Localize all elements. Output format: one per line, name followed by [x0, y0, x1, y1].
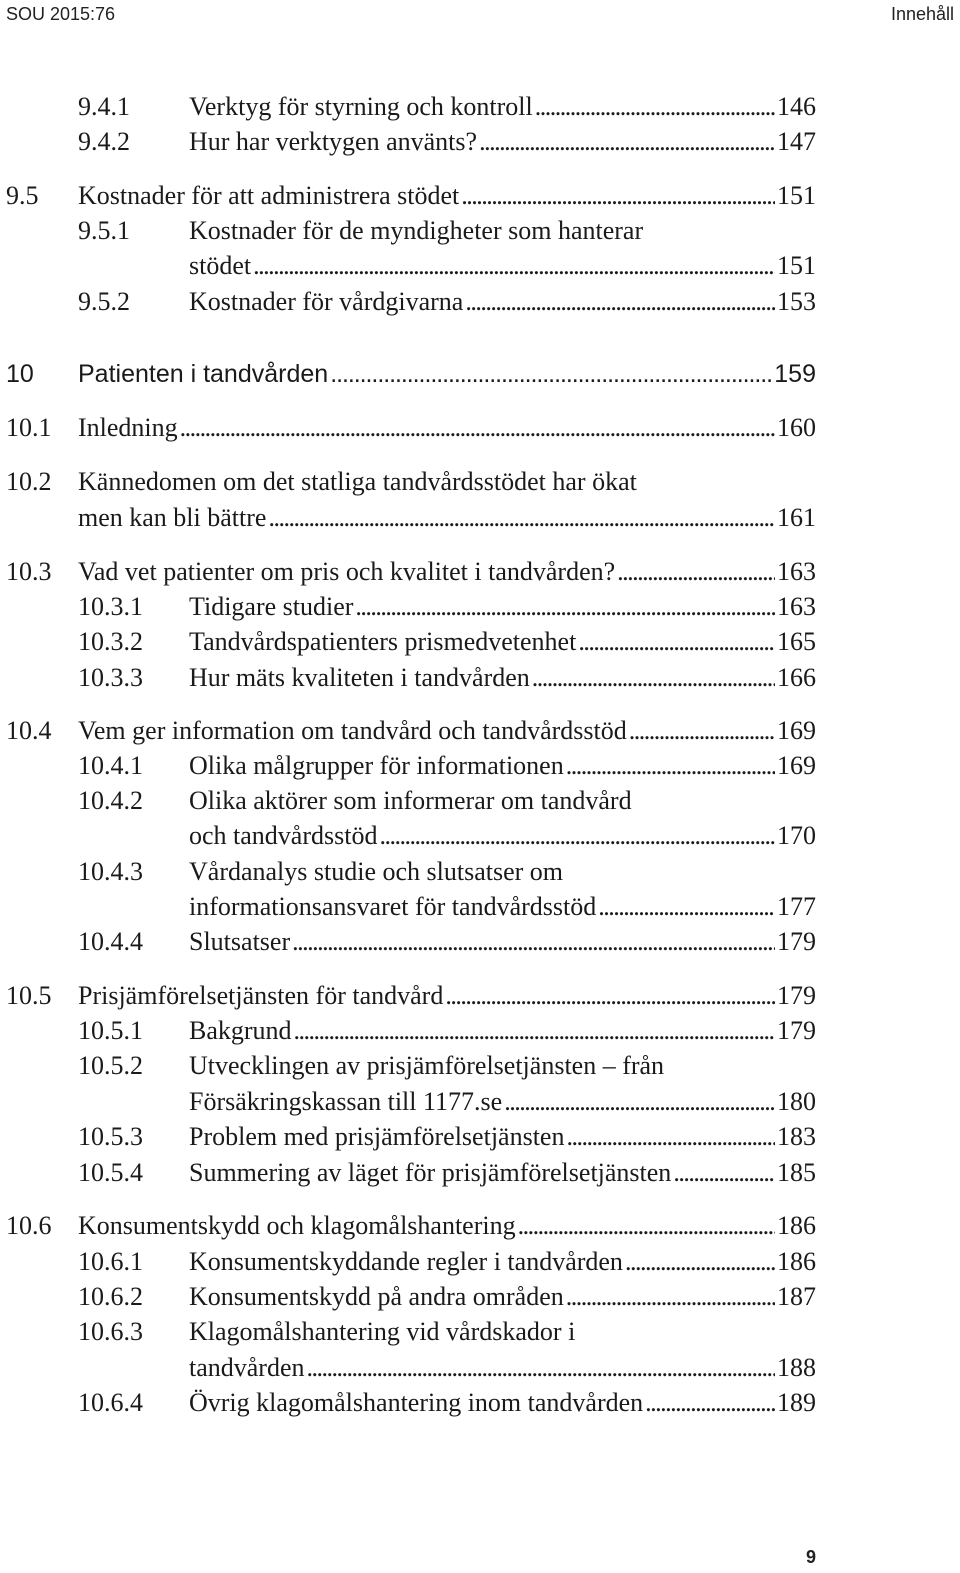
toc-entry-page: 169 — [777, 751, 816, 780]
toc-entry-title: Hur mäts kvaliteten i tandvården — [189, 663, 530, 692]
running-header-left: SOU 2015:76 — [6, 4, 116, 24]
toc-entry-title: Konsumentskyddande regler i tandvården — [189, 1247, 623, 1276]
dot-leader — [518, 1208, 775, 1244]
toc-entry[interactable] — [0, 660, 960, 696]
toc-entry-line1 — [0, 1048, 960, 1084]
toc-entry-title: Problem med prisjämförelsetjänsten — [189, 1122, 565, 1151]
toc-entry-title-row — [189, 889, 816, 925]
toc-entry-line1 — [0, 1314, 960, 1350]
toc-entry-title: Försäkringskassan till 1177.se — [189, 1087, 503, 1116]
toc-entry-title-row — [189, 818, 816, 854]
toc-entry-title-row — [189, 624, 816, 660]
toc-entry-title: informationsansvaret för tandvårdsstöd — [189, 892, 597, 921]
toc-chapter-title: Patienten i tandvården — [78, 360, 329, 388]
toc-entry-title-row — [78, 978, 816, 1014]
toc-entry[interactable] — [0, 1208, 960, 1244]
toc-entry-page: 186 — [777, 1211, 816, 1240]
toc-entry-title-line1: Vårdanalys studie och slutsatser om — [189, 857, 564, 886]
toc-entry-page: 165 — [777, 627, 816, 656]
toc-entry-line1 — [0, 783, 960, 819]
toc-entry-number: 10.4.1 — [78, 751, 143, 780]
toc-entry-number: 10.5.4 — [78, 1158, 143, 1187]
dot-leader — [625, 1244, 775, 1280]
toc-entry-number: 10.3 — [6, 557, 52, 586]
toc-entry-number: 9.4.1 — [78, 92, 130, 121]
dot-leader — [355, 589, 775, 625]
toc-entry-page: 161 — [777, 503, 816, 532]
toc-entry-title: Kostnader för vårdgivarna — [189, 287, 464, 316]
dot-leader — [629, 713, 775, 749]
toc-entry-number: 10.4 — [6, 716, 52, 745]
toc-entry[interactable] — [0, 1385, 960, 1421]
toc-entry[interactable] — [0, 889, 960, 925]
toc-entry-page: 189 — [777, 1388, 816, 1417]
toc-entry-page: 185 — [777, 1158, 816, 1187]
toc-entry-number: 9.5 — [6, 181, 39, 210]
toc-entry-number: 9.5.1 — [78, 216, 130, 245]
toc-entry-number: 10.5.1 — [78, 1016, 143, 1045]
toc-entry-number: 10.6.1 — [78, 1247, 143, 1276]
toc-entry-title: och tandvårdsstöd — [189, 821, 378, 850]
toc-entry-page: 180 — [777, 1087, 816, 1116]
toc-entry-title-row — [189, 589, 816, 625]
toc-entry-title: stödet — [189, 251, 252, 280]
toc-entry-title-row — [78, 1208, 816, 1244]
toc-entry-number: 10.4.2 — [78, 786, 143, 815]
dot-leader — [645, 1385, 775, 1421]
toc-entry[interactable] — [0, 89, 960, 125]
toc-entry-number: 10.1 — [6, 413, 52, 442]
toc-entry-page: 163 — [777, 592, 816, 621]
toc-entry-title-line1: Kännedomen om det statliga tandvårdsstödet har ökat — [78, 467, 637, 496]
toc-entry-title: Konsumentskydd på andra områden — [189, 1282, 564, 1311]
toc-entry-title: Summering av läget för prisjämförelsetjänsten — [189, 1158, 672, 1187]
toc-entry-page: 169 — [777, 716, 816, 745]
toc-entry-page: 159 — [774, 360, 816, 388]
toc-entry-page: 163 — [777, 557, 816, 586]
toc-entry-number: 10.4.4 — [78, 927, 143, 956]
toc-entry-title: Prisjämförelsetjänsten för tandvård — [78, 981, 444, 1010]
toc-entry-title-row — [189, 248, 816, 284]
toc-entry[interactable] — [0, 713, 960, 749]
toc-entry-title: Olika målgrupper för informationen — [189, 751, 564, 780]
toc-entry-page: 170 — [777, 821, 816, 850]
toc-entry[interactable] — [0, 500, 960, 536]
toc-entry-title-row — [189, 1279, 816, 1315]
dot-leader — [532, 660, 775, 696]
toc-entry-title-line1: Kostnader för de myndigheter som hanterar — [189, 216, 644, 245]
toc-entry-page: 151 — [777, 181, 816, 210]
toc-entry-title: tandvården — [189, 1353, 305, 1382]
toc-entry-title: Inledning — [78, 413, 178, 442]
toc-entry-page: 151 — [777, 251, 816, 280]
toc-entry-title: Övrig klagomålshantering inom tandvården — [189, 1388, 644, 1417]
toc-entry[interactable] — [0, 178, 960, 214]
dot-leader — [294, 1013, 775, 1049]
toc-entry-page: 188 — [777, 1353, 816, 1382]
toc-entry-title: Hur har verktygen använts? — [189, 127, 478, 156]
toc-entry-title-line1: Klagomålshantering vid vårdskador i — [189, 1317, 576, 1346]
toc-entry-number: 10.5.3 — [78, 1122, 143, 1151]
toc-entry-number: 10.6.4 — [78, 1388, 143, 1417]
dot-leader — [673, 1155, 775, 1191]
toc-entry-number: 10.3.1 — [78, 592, 143, 621]
toc-entry-page: 179 — [777, 1016, 816, 1045]
toc-entry-title: Vad vet patienter om pris och kvalitet i tandvården? — [78, 557, 616, 586]
dot-leader — [578, 624, 775, 660]
dot-leader — [566, 1279, 775, 1315]
dot-leader — [180, 410, 775, 446]
toc-entry-title-row — [78, 554, 816, 590]
toc-entry-title: Tidigare studier — [189, 592, 354, 621]
toc-entry[interactable] — [0, 1084, 960, 1120]
toc-entry-page: 179 — [777, 927, 816, 956]
toc-entry-title-row — [78, 410, 816, 446]
toc-entry[interactable] — [0, 1013, 960, 1049]
toc-entry-title: Tandvårdspatienters prismedvetenhet — [189, 627, 577, 656]
toc-entry-title-row — [189, 89, 816, 125]
toc-entry-line1 — [0, 854, 960, 890]
toc-entry-title-row — [78, 713, 816, 749]
toc-chapter-number: 10 — [6, 360, 34, 388]
toc-entry-page: 153 — [777, 287, 816, 316]
toc-entry[interactable] — [0, 1279, 960, 1315]
toc-entry-title-line1: Utvecklingen av prisjämförelsetjänsten – från — [189, 1051, 665, 1080]
toc-entry-title-row — [189, 1350, 816, 1386]
toc-entry-title-row — [189, 924, 816, 960]
toc-entry-title: Vem ger information om tandvård och tandvårdsstöd — [78, 716, 627, 745]
dot-leader — [566, 748, 775, 784]
dot-leader — [379, 818, 775, 854]
toc-entry-title-line1: Olika aktörer som informerar om tandvård — [189, 786, 632, 815]
toc-entry-title-row — [189, 284, 816, 320]
toc-entry-title-row — [189, 1155, 816, 1191]
toc-entry[interactable] — [0, 978, 960, 1014]
dot-leader — [465, 284, 775, 320]
dot-leader — [566, 1119, 775, 1155]
toc-entry[interactable] — [0, 748, 960, 784]
toc-entry-number: 10.3.2 — [78, 627, 143, 656]
toc-entry-number: 10.6.2 — [78, 1282, 143, 1311]
toc-entry[interactable] — [0, 1244, 960, 1280]
toc-entry-page: 179 — [777, 981, 816, 1010]
toc-entry-title-row — [78, 178, 816, 214]
toc-entry-number: 10.4.3 — [78, 857, 143, 886]
toc-entry[interactable] — [0, 1119, 960, 1155]
toc-entry-line1 — [0, 464, 960, 500]
toc-entry-page: 166 — [777, 663, 816, 692]
dot-leader — [330, 356, 772, 392]
toc-entry-title: Verktyg för styrning och kontroll — [189, 92, 533, 121]
toc-entry[interactable] — [0, 124, 960, 160]
toc-entry-title-row — [189, 748, 816, 784]
toc-entry-title-row — [189, 1013, 816, 1049]
toc-entry-title: Bakgrund — [189, 1016, 292, 1045]
toc-entry-page: 187 — [777, 1282, 816, 1311]
toc-entry-page: 160 — [777, 413, 816, 442]
toc-entry[interactable] — [0, 1350, 960, 1386]
toc-entry[interactable] — [0, 589, 960, 625]
toc-entry-number: 10.6.3 — [78, 1317, 143, 1346]
dot-leader — [535, 89, 775, 125]
running-header-right: Innehåll — [890, 4, 954, 24]
toc-entry[interactable] — [0, 248, 960, 284]
dot-leader — [253, 248, 775, 284]
toc-entry-number: 9.4.2 — [78, 127, 130, 156]
dot-leader — [268, 500, 775, 536]
toc-entry-title: Slutsatser — [189, 927, 291, 956]
toc-entry-page: 146 — [777, 92, 816, 121]
toc-entry-line1 — [0, 213, 960, 249]
toc-entry-title-row — [78, 356, 816, 392]
toc-entry-number: 10.5.2 — [78, 1051, 143, 1080]
toc-entry-title-row — [189, 660, 816, 696]
toc-entry-title: Konsumentskydd och klagomålshantering — [78, 1211, 516, 1240]
toc-entry-title-row — [189, 1244, 816, 1280]
toc-entry-title: men kan bli bättre — [78, 503, 267, 532]
toc-entry-number: 10.6 — [6, 1211, 52, 1240]
toc-entry-number: 9.5.2 — [78, 287, 130, 316]
dot-leader — [307, 1350, 775, 1386]
toc-entry[interactable] — [0, 924, 960, 960]
toc-entry[interactable] — [0, 554, 960, 590]
toc-entry-title-row — [189, 1385, 816, 1421]
toc-entry-page: 147 — [777, 127, 816, 156]
dot-leader — [445, 978, 775, 1014]
toc-entry[interactable] — [0, 818, 960, 854]
toc-entry-title: Kostnader för att administrera stödet — [78, 181, 460, 210]
dot-leader — [617, 554, 775, 590]
dot-leader — [504, 1084, 775, 1120]
dot-leader — [479, 124, 775, 160]
dot-leader — [292, 924, 775, 960]
toc-entry[interactable] — [0, 284, 960, 320]
toc-entry-title-row — [189, 124, 816, 160]
toc-entry[interactable] — [0, 410, 960, 446]
toc-chapter-entry[interactable] — [0, 356, 960, 392]
toc-entry[interactable] — [0, 624, 960, 660]
toc-entry-title-row — [189, 1119, 816, 1155]
toc-entry-number: 10.2 — [6, 467, 52, 496]
toc-entry[interactable] — [0, 1155, 960, 1191]
toc-entry-page: 183 — [777, 1122, 816, 1151]
toc-entry-number: 10.3.3 — [78, 663, 143, 692]
toc-entry-title-row — [189, 1084, 816, 1120]
toc-entry-title-row — [78, 500, 816, 536]
dot-leader — [598, 889, 775, 925]
dot-leader — [461, 178, 775, 214]
toc-entry-number: 10.5 — [6, 981, 52, 1010]
toc-entry-page: 186 — [777, 1247, 816, 1276]
toc-entry-page: 177 — [777, 892, 816, 921]
page-number: 9 — [805, 1547, 816, 1567]
